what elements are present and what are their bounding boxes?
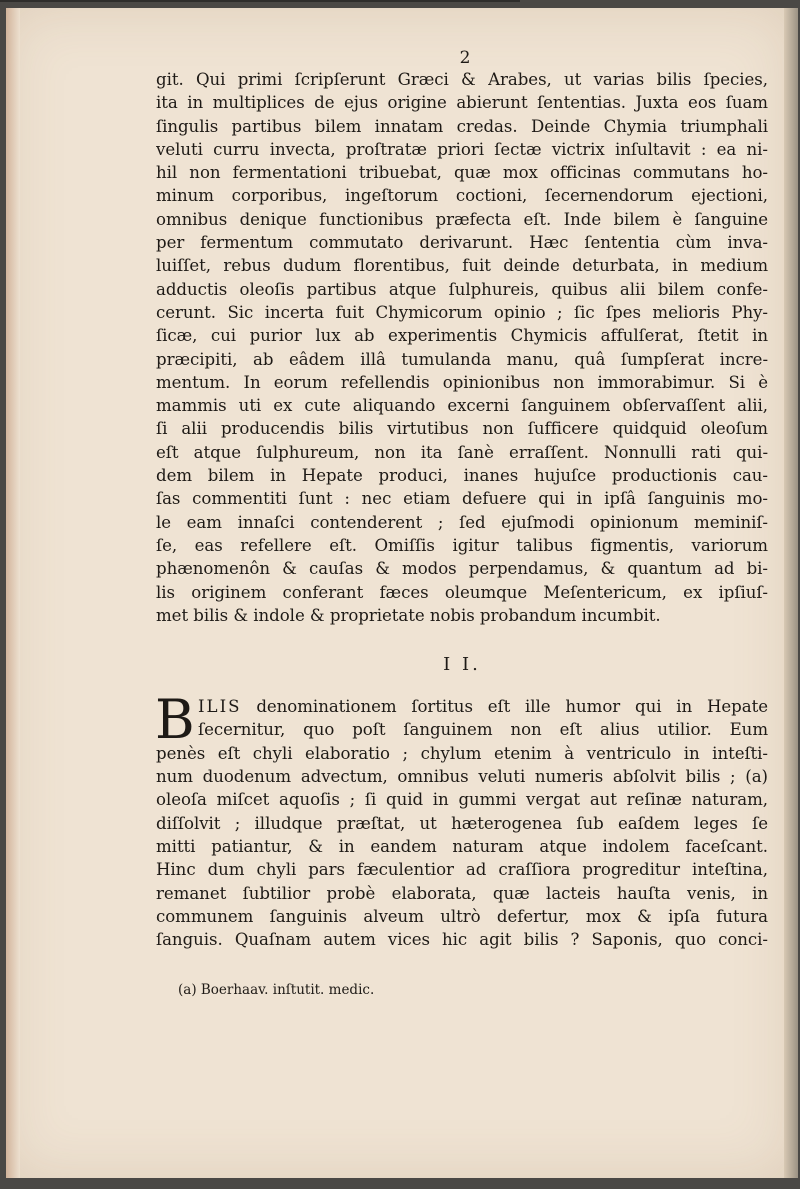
text-line: mentum. In eorum refellendis opinionibus non immorabimur. Si è (156, 372, 768, 392)
text-line: Hinc dum chyli pars fæculentior ad craſſiora progreditur inteſtina, (156, 860, 768, 880)
first-word: ILIS (198, 697, 242, 717)
text-line: luiſſet, rebus dudum florentibus, fuit deinde deturbata, in medium (156, 256, 768, 276)
text-line: ita in multiplices de ejus origine abierunt ſententias. Juxta eos ſuam (156, 93, 768, 113)
text-line: remanet ſubtilior probè elaborata, quæ lacteis hauſta venis, in (156, 883, 768, 903)
text-line: lis originem conferant fæces oleumque Meſentericum, ex ipſiuſ- (156, 582, 768, 602)
text-line: diſſolvit ; illudque præſtat, ut hæterogenea ſub eaſdem leges ſe (156, 813, 768, 833)
scanner-edge (0, 0, 520, 2)
page-number: 2 (459, 48, 471, 68)
text-line: le eam innaſci contenderent ; ſed ejuſmodi opinionum meminiſ- (156, 512, 768, 532)
text-line: eſt atque ſulphureum, non ita ſanè erraſſent. Nonnulli rati qui- (156, 442, 768, 462)
text-line: ſi alii producendis bilis virtutibus non ſufficere quidquid oleoſum (156, 419, 768, 439)
text-line: git. Qui primi ſcripſerunt Græci & Arabes, ut varias bilis ſpecies, (156, 70, 768, 89)
text-line: præcipiti, ab eâdem illâ tumulanda manu, quâ ſumpſerat incre- (156, 349, 768, 369)
paragraph-2-line-2: ſecernitur, quo poſt ſanguinem non eſt alius utilior. Eum (198, 720, 768, 740)
page-edge (784, 8, 798, 1178)
text-line: num duodenum advectum, omnibus veluti numeris abſolvit bilis ; (a) (156, 767, 768, 787)
page-gutter-stain (6, 8, 20, 1178)
text-line: penès eſt chyli elaboratio ; chylum etenim à ventriculo in inteſti- (156, 743, 768, 763)
text-line: oleoſa miſcet aquoſis ; ſi quid in gummi vergat aut reſinæ naturam, (156, 790, 768, 810)
text-line: cerunt. Sic incerta fuit Chymicorum opinio ; ſic ſpes melioris Phy- (156, 302, 768, 322)
paragraph-2 (155, 688, 768, 951)
text-line: ſas commentiti ſunt : nec etiam defuere qui in ipſâ ſanguinis mo- (156, 489, 768, 509)
drop-cap: B (155, 688, 195, 752)
text-line: communem ſanguinis alveum ultrò defertur, mox & ipſa futura (156, 906, 768, 926)
text-block (156, 48, 768, 999)
paragraph-1 (156, 68, 768, 627)
first-line-rest: denominationem ſortitus eſt ille humor qui in Hepate (256, 697, 768, 717)
text-line: phænomenôn & cauſas & modos perpendamus, & quantum ad bi- (156, 559, 768, 579)
text-line: per fermentum commutato derivarunt. Hæc ſententia cùm inva- (156, 233, 768, 253)
text-line: ſe, eas refellere eſt. Omiſſis igitur talibus figmentis, variorum (156, 535, 768, 555)
paragraph-2-lines (156, 742, 768, 952)
book-page (6, 8, 792, 1178)
text-line: dem bilem in Hepate produci, inanes hujuſce productionis cau- (156, 466, 768, 486)
text-line: adductis oleoſis partibus atque ſulphureis, quibus alii bilem confe- (156, 279, 768, 299)
section-heading: I I. (443, 654, 481, 676)
text-line: veluti curru invecta, proſtratæ priori ſectæ victrix inſultavit : ea ni- (156, 139, 768, 159)
text-line: ſingulis partibus bilem innatam credas. Deinde Chymia triumphali (156, 116, 768, 136)
text-line: omnibus denique functionibus præfecta eſt. Inde bilem è ſanguine (156, 209, 768, 229)
text-line: ſicæ, cui purior lux ab experimentis Chymicis affulſerat, ſtetit in (156, 326, 768, 346)
paragraph-2-line-1 (156, 695, 768, 718)
text-line: met bilis & indole & proprietate nobis probandum incumbit. (156, 605, 661, 625)
text-line: hil non fermentationi tribuebat, quæ mox officinas commutans ho- (156, 163, 768, 183)
text-line: mitti patiantur, & in eandem naturam atque indolem faceſcant. (156, 836, 768, 856)
footnote: (a) Boerhaav. inſtutit. medic. (178, 982, 375, 999)
text-line: mammis uti ex cute aliquando excerni ſanguinem obſervaſſent alii, (156, 396, 768, 416)
text-line: ſanguis. Quaſnam autem vices hic agit bilis ? Saponis, quo conci- (156, 930, 768, 950)
text-line: minum corporibus, ingeſtorum coctioni, ſecernendorum ejectioni, (156, 186, 768, 206)
